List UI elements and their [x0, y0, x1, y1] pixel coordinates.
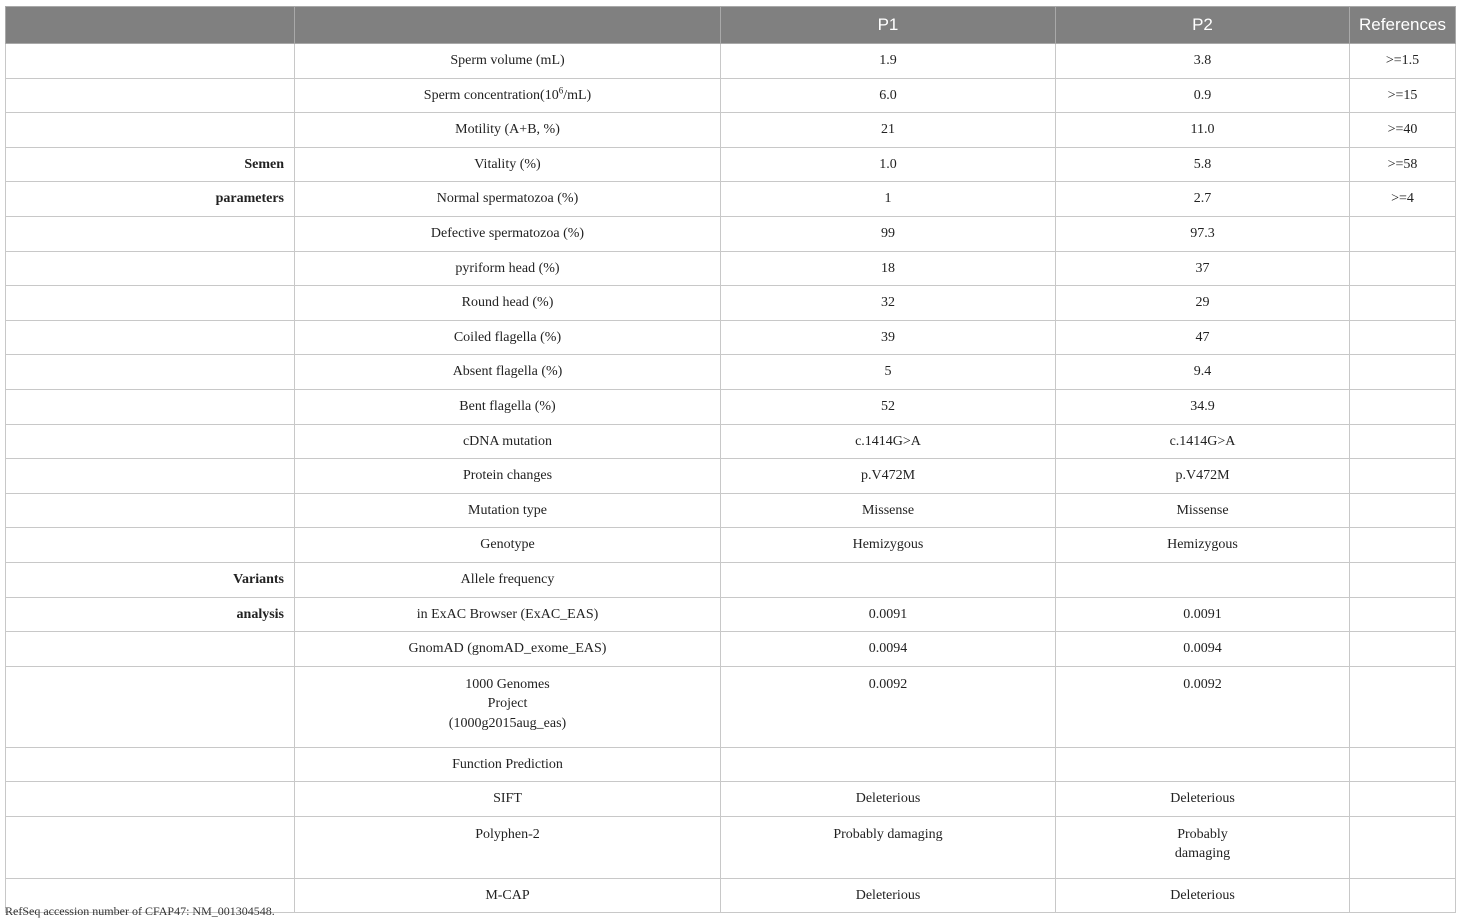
parameter-cell: Function Prediction: [295, 747, 721, 782]
group-cell: [6, 528, 295, 563]
parameter-cell: M-CAP: [295, 878, 721, 913]
table-row: [6, 182, 1456, 217]
table-row: [6, 389, 1456, 424]
p1-cell: Missense: [721, 493, 1056, 528]
p2-cell: 3.8: [1056, 44, 1350, 79]
parameter-superscript: 6: [558, 84, 564, 95]
p2-cell: 97.3: [1056, 216, 1350, 251]
group-cell: [6, 113, 295, 148]
group-cell: [6, 493, 295, 528]
parameter-cell: GnomAD (gnomAD_exome_EAS): [295, 632, 721, 667]
group-cell: [6, 286, 295, 321]
table-row: [6, 747, 1456, 782]
reference-cell: [1350, 251, 1456, 286]
parameter-cell: Round head (%): [295, 286, 721, 321]
p2-cell: [1056, 747, 1350, 782]
parameter-cell: Polyphen-2: [295, 816, 721, 878]
header-p2: P2: [1056, 7, 1350, 44]
parameter-cell: Bent flagella (%): [295, 389, 721, 424]
p1-cell: Deleterious: [721, 878, 1056, 913]
group-cell: parameters: [6, 182, 295, 217]
parameter-cell: Mutation type: [295, 493, 721, 528]
p2-cell: Hemizygous: [1056, 528, 1350, 563]
table-row: [6, 78, 1456, 113]
p1-cell: [721, 562, 1056, 597]
group-cell: [6, 666, 295, 747]
table-row: [6, 782, 1456, 817]
table-row: [6, 816, 1456, 878]
parameter-cell: Genotype: [295, 528, 721, 563]
parameter-cell: Sperm volume (mL): [295, 44, 721, 79]
group-cell: [6, 747, 295, 782]
group-cell: [6, 78, 295, 113]
header-references: References: [1350, 7, 1456, 44]
table-row: [6, 44, 1456, 79]
parameter-text-suffix: /mL): [563, 87, 592, 103]
header-p1: P1: [721, 7, 1056, 44]
table-row: [6, 632, 1456, 667]
parameter-cell: Normal spermatozoa (%): [295, 182, 721, 217]
p2-cell: c.1414G>A: [1056, 424, 1350, 459]
parameter-cell: Protein changes: [295, 459, 721, 494]
reference-cell: [1350, 632, 1456, 667]
p1-cell: 99: [721, 216, 1056, 251]
p2-line: damaging: [1174, 846, 1231, 862]
reference-cell: [1350, 459, 1456, 494]
p1-cell: 5: [721, 355, 1056, 390]
table-header-row: [6, 7, 1456, 44]
reference-cell: [1350, 216, 1456, 251]
table-row: [6, 320, 1456, 355]
p1-cell: 52: [721, 389, 1056, 424]
p2-cell: Deleterious: [1056, 782, 1350, 817]
p2-cell: 11.0: [1056, 113, 1350, 148]
header-group: [6, 7, 295, 44]
p2-cell: p.V472M: [1056, 459, 1350, 494]
group-cell: [6, 816, 295, 878]
group-cell: analysis: [6, 597, 295, 632]
group-cell: [6, 632, 295, 667]
parameter-cell: [295, 666, 721, 747]
group-cell: [6, 424, 295, 459]
reference-cell: >=15: [1350, 78, 1456, 113]
p1-cell: 0.0092: [721, 666, 1056, 747]
table-row: [6, 424, 1456, 459]
p2-cell: 0.0092: [1056, 666, 1350, 747]
p1-cell: 0.0094: [721, 632, 1056, 667]
table-row: [6, 355, 1456, 390]
parameter-cell: Allele frequency: [295, 562, 721, 597]
group-cell: [6, 251, 295, 286]
group-cell: [6, 44, 295, 79]
group-cell: [6, 782, 295, 817]
group-cell: [6, 216, 295, 251]
table-row: [6, 147, 1456, 182]
p2-cell: Deleterious: [1056, 878, 1350, 913]
semen-variants-table: [5, 6, 1456, 913]
p2-cell: 0.9: [1056, 78, 1350, 113]
reference-cell: [1350, 816, 1456, 878]
parameter-cell: Defective spermatozoa (%): [295, 216, 721, 251]
parameter-line: (1000g2015aug_eas): [448, 715, 567, 731]
table-row: [6, 493, 1456, 528]
reference-cell: >=4: [1350, 182, 1456, 217]
p2-cell: 2.7: [1056, 182, 1350, 217]
parameter-cell: Vitality (%): [295, 147, 721, 182]
parameter-cell: [295, 78, 721, 113]
p2-cell: 5.8: [1056, 147, 1350, 182]
p2-cell: 9.4: [1056, 355, 1350, 390]
p2-cell: 37: [1056, 251, 1350, 286]
reference-cell: [1350, 424, 1456, 459]
p1-cell: c.1414G>A: [721, 424, 1056, 459]
parameter-cell: Coiled flagella (%): [295, 320, 721, 355]
table-row: [6, 562, 1456, 597]
parameter-line: 1000 Genomes: [465, 676, 550, 692]
table-row: [6, 113, 1456, 148]
parameter-cell: SIFT: [295, 782, 721, 817]
parameter-cell: pyriform head (%): [295, 251, 721, 286]
p2-cell: Missense: [1056, 493, 1350, 528]
p1-cell: Deleterious: [721, 782, 1056, 817]
table-row: [6, 666, 1456, 747]
reference-cell: [1350, 320, 1456, 355]
p2-cell: 0.0091: [1056, 597, 1350, 632]
reference-cell: [1350, 666, 1456, 747]
group-cell: [6, 389, 295, 424]
reference-cell: [1350, 528, 1456, 563]
p1-cell: 32: [721, 286, 1056, 321]
p2-cell: [1056, 562, 1350, 597]
table-row: [6, 216, 1456, 251]
header-parameter: [295, 7, 721, 44]
reference-cell: >=40: [1350, 113, 1456, 148]
p2-cell: 29: [1056, 286, 1350, 321]
group-cell: [6, 355, 295, 390]
reference-cell: [1350, 355, 1456, 390]
p1-cell: p.V472M: [721, 459, 1056, 494]
p2-cell: [1056, 816, 1350, 878]
p1-cell: 18: [721, 251, 1056, 286]
parameter-line: Project: [487, 696, 528, 712]
parameter-cell: Absent flagella (%): [295, 355, 721, 390]
p1-cell: Probably damaging: [721, 816, 1056, 878]
p1-cell: 1.9: [721, 44, 1056, 79]
p2-cell: 34.9: [1056, 389, 1350, 424]
p2-cell: 47: [1056, 320, 1350, 355]
data-table-container: [5, 6, 1455, 913]
table-row: [6, 459, 1456, 494]
p1-cell: 6.0: [721, 78, 1056, 113]
group-cell: [6, 320, 295, 355]
reference-cell: [1350, 286, 1456, 321]
p1-cell: Hemizygous: [721, 528, 1056, 563]
p2-cell: 0.0094: [1056, 632, 1350, 667]
reference-cell: >=1.5: [1350, 44, 1456, 79]
group-cell: Variants: [6, 562, 295, 597]
p1-cell: 1.0: [721, 147, 1056, 182]
p1-cell: 21: [721, 113, 1056, 148]
reference-cell: [1350, 562, 1456, 597]
reference-cell: [1350, 782, 1456, 817]
group-cell: Semen: [6, 147, 295, 182]
table-row: [6, 528, 1456, 563]
p1-cell: 0.0091: [721, 597, 1056, 632]
parameter-cell: cDNA mutation: [295, 424, 721, 459]
reference-cell: [1350, 747, 1456, 782]
table-row: [6, 251, 1456, 286]
p2-line: Probably: [1177, 826, 1228, 842]
table-row: [6, 286, 1456, 321]
reference-cell: [1350, 389, 1456, 424]
reference-cell: [1350, 493, 1456, 528]
group-cell: [6, 459, 295, 494]
parameter-text: Sperm concentration(10: [423, 87, 559, 103]
p1-cell: [721, 747, 1056, 782]
reference-cell: [1350, 597, 1456, 632]
parameter-cell: Motility (A+B, %): [295, 113, 721, 148]
p1-cell: 39: [721, 320, 1056, 355]
parameter-cell: in ExAC Browser (ExAC_EAS): [295, 597, 721, 632]
table-row: [6, 597, 1456, 632]
reference-cell: [1350, 878, 1456, 913]
table-footnote: RefSeq accession number of CFAP47: NM_001304548.: [5, 904, 275, 918]
p1-cell: 1: [721, 182, 1056, 217]
reference-cell: >=58: [1350, 147, 1456, 182]
